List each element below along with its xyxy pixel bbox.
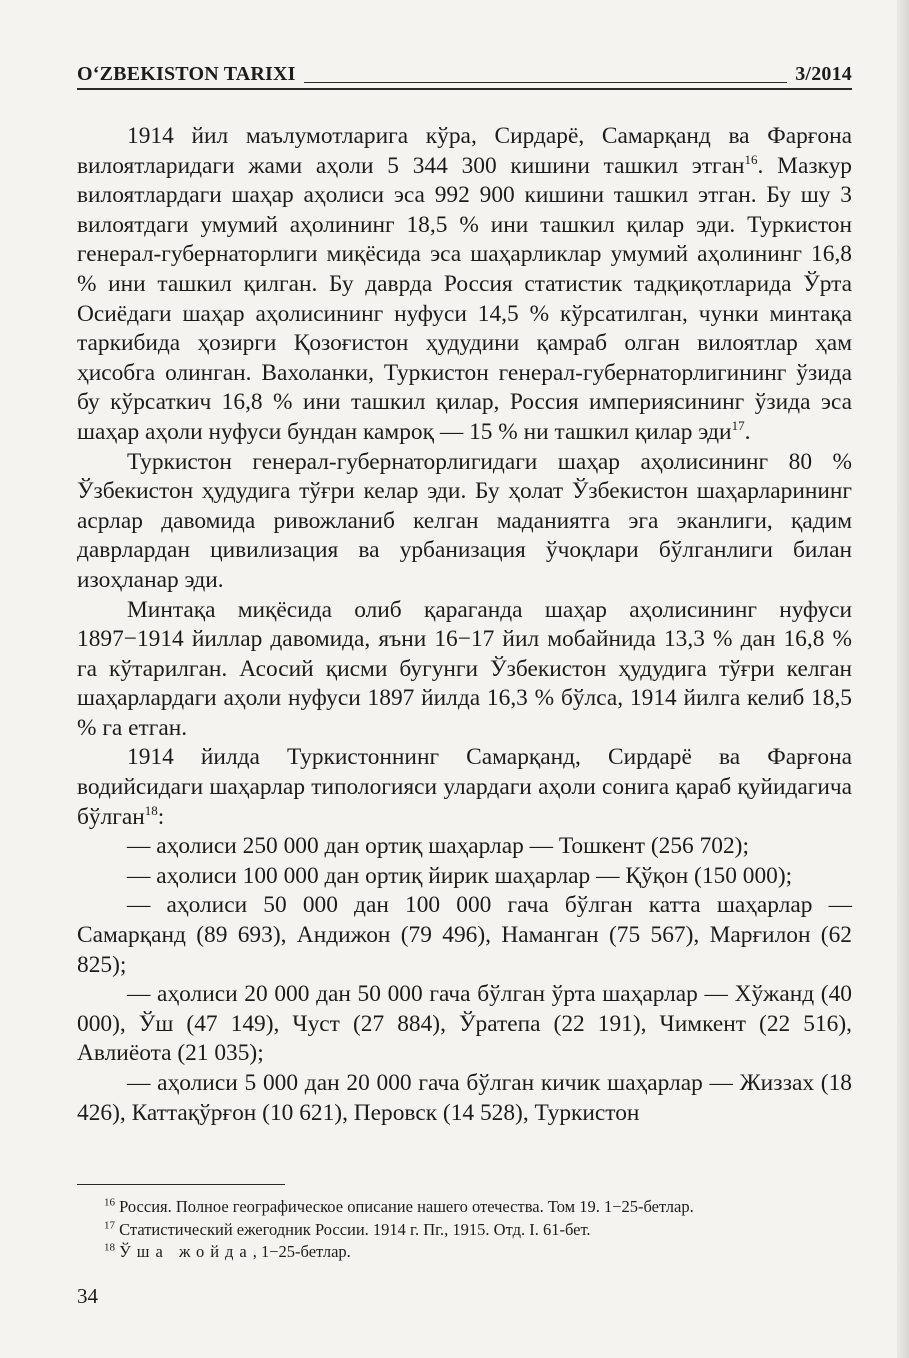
issue-number: 3/2014 <box>795 63 852 85</box>
footnote-number: 18 <box>104 1241 115 1254</box>
text-run: — аҳолиси 5 000 дан 20 000 гача бўлган кичик шаҳарлар — Жиззах (18 426), Каттақўрғон (10 621), Перовск (14 528), Туркистон <box>77 1070 852 1126</box>
footnote <box>104 1196 854 1219</box>
footnote-text: Статистический ежегодник России. 1914 г. Пг., 1915. Отд. I. 61-бет. <box>119 1219 591 1239</box>
text-run: Туркистон генерал-губернаторлигидаги шаҳар аҳолисининг 80 % Ўзбекистон ҳудудига тўғри келар эди. Бу ҳолат Ўзбекистон шаҳарларининг асрлар давомида ривожланиб келган маданиятга эга эканлиги, қадим даврлардан цивилизация ва урбанизация ўчоқлари бўлганлиги билан изоҳланар эди. <box>77 448 852 593</box>
page-number: 34 <box>77 1284 98 1308</box>
main-text <box>77 122 852 1128</box>
footnote <box>104 1241 854 1264</box>
text-run: . <box>744 418 751 445</box>
paragraph <box>77 891 852 980</box>
text-run: — аҳолиси 100 000 дан ортиқ йирик шаҳарлар — Қўқон (150 000); <box>127 862 793 889</box>
paragraph <box>77 596 852 744</box>
running-header <box>77 62 852 90</box>
text-run: 1914 йил маълумотларига кўра, Сирдарё, Самарқанд ва Фарғона вилоятларидаги жами аҳоли 5 344 300 кишини ташкил этган <box>77 123 852 179</box>
page-edge <box>897 0 909 1358</box>
paragraph <box>77 743 852 832</box>
paragraph <box>77 980 852 1069</box>
footnote <box>104 1219 854 1242</box>
footnote-number: 17 <box>104 1219 115 1231</box>
footnote-ref: 17 <box>731 418 745 434</box>
header-rule <box>304 82 788 83</box>
paragraph <box>77 448 852 596</box>
footnote-text: Россия. Полное географическое описание нашего отечества. Том 19. 1−25-бетлар. <box>119 1197 694 1216</box>
paragraph <box>77 122 852 448</box>
text-run: : <box>157 803 165 830</box>
text-run: Минтақа миқёсида олиб қараганда шаҳар аҳолисининг нуфуси 1897−1914 йиллар давомида, яъни 16−17 йил мобайнида 13,3 % дан 16,8 % га кўтарилган. Асосий қисми бугунги Ўзбекистон ҳудудига тўғри келган шаҳарлардаги аҳоли нуфуси 1897 йилда 16,3 % бўлса, 1914 йилга келиб 18,5 % га етган. <box>77 596 852 741</box>
paragraph <box>77 832 852 862</box>
footnote-text: , 1−25-бетлар. <box>252 1242 351 1261</box>
footnote-ref: 16 <box>744 151 758 167</box>
journal-title: O‘ZBEKISTON TARIXI <box>77 63 296 85</box>
text-run: — аҳолиси 20 000 дан 50 000 гача бўлган ўрта шаҳарлар — Хўжанд (40 000), Ўш (47 149), Чуст (27 884), Ўратепа (22 191), Чимкент (22 516), Авлиёота (21 035); <box>77 981 852 1067</box>
footnote-separator <box>77 1184 285 1185</box>
paragraph <box>77 1069 852 1128</box>
paragraph <box>77 862 852 892</box>
footnote-spaced-text: Ўша жойда <box>119 1242 253 1261</box>
text-run: 1914 йилда Туркистоннинг Самарқанд, Сирдарё ва Фарғона водийсидаги шаҳарлар типологияси улардаги аҳоли сонига қараб қуйидагича бўлган <box>77 744 852 830</box>
footnotes <box>104 1196 854 1264</box>
text-run: — аҳолиси 50 000 дан 100 000 гача бўлган катта шаҳарлар — Самарқанд (89 693), Андижон (79 496), Наманган (75 567), Марғилон (62 825); <box>77 892 852 978</box>
text-run: — аҳолиси 250 000 дан ортиқ шаҳарлар — Тошкент (256 702); <box>127 833 749 860</box>
footnote-ref: 18 <box>144 802 158 818</box>
footnote-number: 16 <box>104 1196 115 1209</box>
text-run: . Мазкур вилоятлардаги шаҳар аҳолиси эса 992 900 кишини ташкил этган. Бу шу 3 вилоятдаги умумий аҳолининг 18,5 % ини ташкил қилар эди. Туркистон генерал-губернаторлиги миқёсида эса шаҳарликлар умумий аҳолининг 16,8 % ини ташкил қилган. Бу даврда Россия статистик тадқиқотларида Ўрта Осиёдаги шаҳар аҳолисининг нуфуси 14,5 % кўрсатилган, чунки минтақа таркибида ҳозирги Қозоғистон ҳудудини қамраб олган вилоятлар ҳам ҳисобга олинган. Вахоланки, Туркистон генерал-губернаторлигининг ўзида бу кўрсаткич 16,8 % ини ташкил қилар, Россия империясининг ўзида эса шаҳар аҳоли нуфуси бундан камроқ — 15 % ни ташкил қилар эди <box>77 152 852 445</box>
